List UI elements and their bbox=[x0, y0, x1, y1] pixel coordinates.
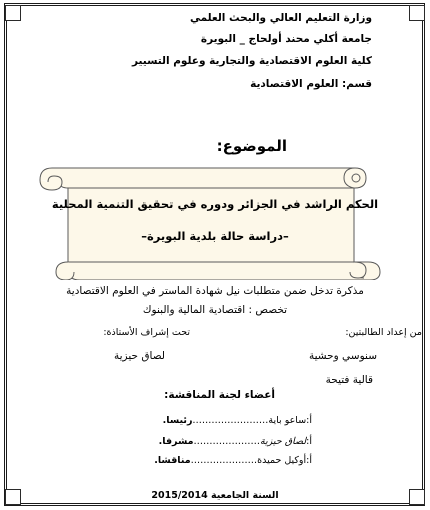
member-dots: ………………… bbox=[190, 455, 258, 466]
thesis-title: الحكم الراشد في الجزائر ودوره في تحقيق التنمية المحلية bbox=[51, 197, 379, 211]
member-name: أوكيل حميدة bbox=[257, 455, 307, 466]
supervisor-name: لصاق حيزية bbox=[114, 350, 165, 362]
member-role: مناقشا. bbox=[154, 455, 191, 466]
department-name: قسم: العلوم الاقتصادية bbox=[250, 78, 372, 90]
member-role: مشرفا. bbox=[158, 436, 194, 447]
faculty-name: كلية العلوم الاقتصادية والتجارية وعلوم التسيير bbox=[131, 55, 372, 67]
student-name: قالية فتيحة bbox=[325, 374, 373, 386]
academic-year: السنة الجامعية 2015/2014 bbox=[151, 490, 279, 501]
committee-member bbox=[163, 415, 312, 426]
committee-member bbox=[154, 455, 312, 466]
memo-specialization: تخصص : اقتصادية المالية والبنوك bbox=[142, 304, 288, 316]
student-name: سنوسي وحشية bbox=[308, 350, 377, 362]
committee-member bbox=[159, 436, 312, 447]
supervisor-label: تحت إشراف الأستاذة: bbox=[103, 327, 190, 338]
university-name: جامعة أكلي محند أولحاج _ البويرة bbox=[200, 33, 372, 45]
thesis-subtitle: –دراسة حالة بلدية البويرة– bbox=[141, 229, 289, 243]
committee-title: أعضاء لجنة المناقشة: bbox=[164, 389, 275, 401]
member-role: رئيسا. bbox=[162, 415, 193, 426]
member-name: لصاق حيزية bbox=[260, 436, 307, 447]
member-name: ساعو باية bbox=[268, 415, 307, 426]
member-dots: ………………… bbox=[193, 436, 261, 447]
ministry-name: وزارة التعليم العالي والبحث العلمي bbox=[189, 12, 372, 24]
member-prefix: أ: bbox=[306, 455, 312, 466]
students-label: من إعداد الطالبتين: bbox=[345, 327, 422, 338]
memo-description: مذكرة تدخل ضمن متطلبات نيل شهادة الماستر في العلوم الاقتصادية bbox=[66, 285, 364, 297]
member-dots: …………………… bbox=[192, 415, 269, 426]
member-prefix: أ: bbox=[306, 415, 312, 426]
subject-label: الموضوع: bbox=[216, 137, 287, 155]
member-prefix: أ: bbox=[306, 436, 312, 447]
